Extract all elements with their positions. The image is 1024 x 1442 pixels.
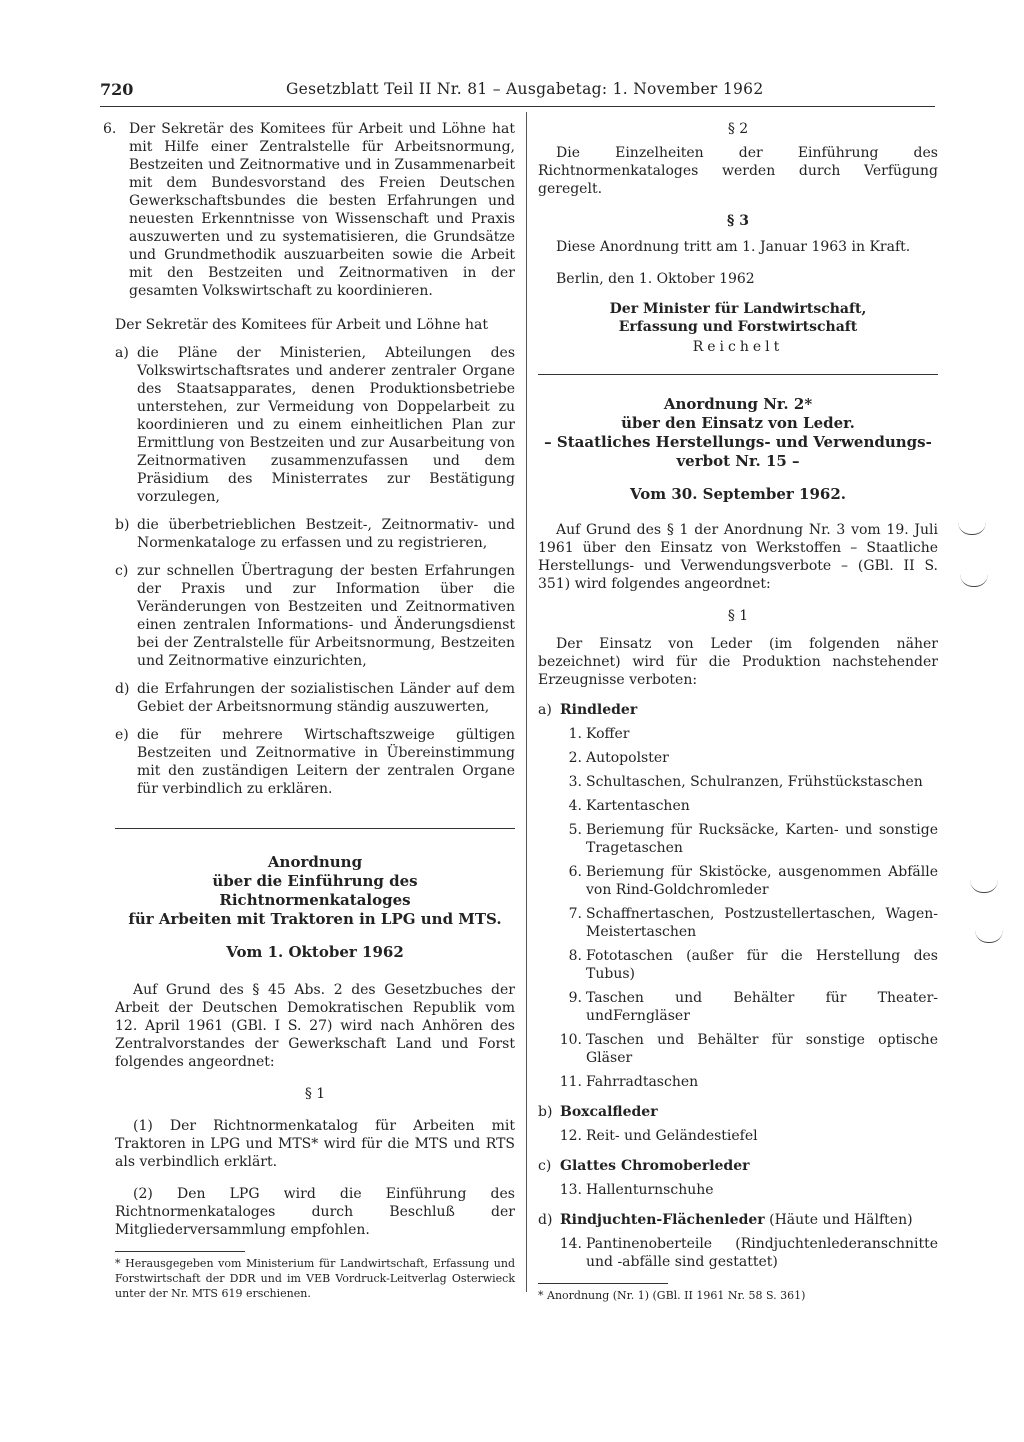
margin-mark — [975, 930, 1003, 943]
item-text: Beriemung für Skistöcke, ausgenommen Abfälle von Rind-Goldchromleder — [586, 864, 938, 898]
list-item — [115, 726, 515, 798]
page-header — [100, 80, 935, 107]
ordinance-date: Vom 30. September 1962. — [629, 485, 846, 503]
signature-title — [538, 300, 938, 336]
lead-sentence: Der Sekretär des Komitees für Arbeit und Löhne hat — [115, 317, 488, 333]
section-paragraph: (1) Der Richtnormenkatalog für Arbeiten mit Traktoren in LPG und MTS* wird für die MTS und RTS als verbindlich erklärt. — [115, 1118, 515, 1170]
item-number: 6. — [568, 864, 582, 880]
item-text: Pantinenoberteile (Rindjuchtenlederanschnitte und -abfälle sind gestattet) — [586, 1236, 938, 1270]
item-label: b) — [115, 517, 130, 533]
paragraph-number: 6. — [103, 121, 117, 137]
item-text: Taschen und Behälter für Theater- undFerngläser — [586, 990, 938, 1024]
item-text: die für mehrere Wirtschaftszweige gültigen Bestzeiten und Zeitnormative in Übereinstimmung mit den zuständigen Leitern der zentralen Organe für verbindlich zu erklären. — [137, 727, 515, 797]
footnote: * Herausgegeben vom Ministerium für Landwirtschaft, Erfassung und Forstwirtschaft der DDR und im VEB Vordruck-Leitverlag Osterwieck unter der Nr. MTS 619 erschienen. — [115, 1257, 515, 1300]
column-divider — [526, 112, 527, 1292]
title-line: Anordnung — [267, 853, 363, 871]
section-rule — [115, 828, 515, 829]
item-text: Fahrradtaschen — [586, 1074, 699, 1090]
item-text: die überbetrieblichen Bestzeit-, Zeitnormativ- und Normenkataloge zu erfassen und zu registrieren, — [137, 517, 515, 551]
list-item — [538, 1073, 938, 1091]
category-name: Rindleder — [560, 702, 638, 718]
title-line: für Arbeiten mit Traktoren in LPG und MTS. — [128, 910, 502, 928]
margin-mark — [960, 574, 988, 587]
category-label: d) — [538, 1212, 553, 1228]
ordinance-title — [115, 853, 515, 929]
section-heading: § 1 — [304, 1086, 326, 1102]
list-item — [115, 516, 515, 552]
list-item — [538, 749, 938, 767]
signature-line: Erfassung und Forstwirtschaft — [618, 319, 858, 335]
item-number: 7. — [568, 906, 582, 922]
item-label: c) — [115, 563, 129, 579]
signature-name: Reichelt — [692, 339, 784, 355]
page-number: 720 — [100, 80, 134, 99]
list-item — [538, 797, 938, 815]
list-item — [538, 1031, 938, 1067]
category-heading — [538, 1157, 938, 1175]
category-label: b) — [538, 1104, 553, 1120]
item-text: Fototaschen (außer für die Herstellung des Tubus) — [586, 948, 938, 982]
list-item — [538, 773, 938, 791]
section-paragraph: Diese Anordnung tritt am 1. Januar 1963 in Kraft. — [556, 239, 911, 255]
title-line: – Staatliches Herstellungs- und Verwendungs- — [544, 433, 932, 451]
item-number: 9. — [568, 990, 582, 1006]
item-number: 1. — [568, 726, 582, 742]
category-name: Rindjuchten-Flächenleder — [560, 1212, 765, 1228]
item-text: Koffer — [586, 726, 630, 742]
preamble: Auf Grund des § 1 der Anordnung Nr. 3 vom 19. Juli 1961 über den Einsatz von Werkstoffen – Staatliche Herstellungs- und Verwendungsverbote – (GBl. II S. 351) wird folgendes angeordnet: — [538, 522, 938, 592]
category-heading — [538, 1103, 938, 1121]
section-paragraph: Der Einsatz von Leder (im folgenden näher bezeichnet) wird für die Produktion nachstehender Erzeugnisse verboten: — [538, 636, 938, 688]
left-column — [103, 120, 515, 1301]
list-item — [538, 905, 938, 941]
category-heading — [538, 701, 938, 719]
item-label: d) — [115, 681, 130, 697]
list-item — [538, 1127, 938, 1145]
list-item — [538, 725, 938, 743]
item-number: 2. — [568, 750, 582, 766]
item-text: Schultaschen, Schulranzen, Frühstückstaschen — [586, 774, 923, 790]
preamble: Auf Grund des § 45 Abs. 2 des Gesetzbuches der Arbeit der Deutschen Demokratischen Republik vom 12. April 1961 (GBl. I S. 27) wird nach Anhören des Zentralvorstandes der Gewerkschaft Land und Forst folgendes angeordnet: — [115, 982, 515, 1070]
category-label: a) — [538, 702, 552, 718]
category-name: Glattes Chromoberleder — [560, 1158, 750, 1174]
item-number: 4. — [568, 798, 582, 814]
list-item — [538, 821, 938, 857]
item-text: die Erfahrungen der sozialistischen Länder auf dem Gebiet der Arbeitsnormung ständig auszuwerten, — [137, 681, 515, 715]
category-label: c) — [538, 1158, 552, 1174]
item-text: die Pläne der Ministerien, Abteilungen des Volkswirtschaftsrates und anderer zentraler Organe des Staatsapparates, denen Produktionsbetriebe unterstehen, zur Vermeidung von Doppelarbeit zu koordinieren und zu einem einheitlichen Plan zur Ermittlung von Bestzeiten und zur Ausarbeitung von Zeitnormativen zusammenzufassen und dem Präsidium des Ministerrates zur Bestätigung vorzulegen, — [137, 345, 515, 505]
list-item — [538, 1235, 938, 1271]
right-column — [538, 120, 938, 1303]
footnote: * Anordnung (Nr. 1) (GBl. II 1961 Nr. 58 S. 361) — [538, 1289, 806, 1302]
item-text: Taschen und Behälter für sonstige optische Gläser — [586, 1032, 938, 1066]
section-heading: § 1 — [727, 608, 749, 624]
category-name: Boxcalfleder — [560, 1104, 658, 1120]
list-item — [115, 344, 515, 506]
list-item — [115, 562, 515, 670]
item-number: 13. — [559, 1182, 582, 1198]
section-heading: § 2 — [727, 121, 749, 137]
item-text: Schaffnertaschen, Postzustellertaschen, Wagen-Meistertaschen — [586, 906, 938, 940]
item-text: Kartentaschen — [586, 798, 690, 814]
section-paragraph: Die Einzelheiten der Einführung des Richtnormenkataloges werden durch Verfügung geregelt. — [538, 145, 938, 197]
margin-mark — [958, 522, 986, 535]
paragraph-6 — [103, 120, 515, 300]
item-text: Autopolster — [586, 750, 669, 766]
list-item — [538, 989, 938, 1025]
title-line: Anordnung Nr. 2* — [663, 395, 813, 413]
title-line: verbot Nr. 15 – — [676, 452, 800, 470]
item-label: a) — [115, 345, 129, 361]
footnote-rule — [115, 1251, 245, 1252]
section-rule — [538, 374, 938, 375]
item-number: 12. — [559, 1128, 582, 1144]
item-text: Reit- und Geländestiefel — [586, 1128, 758, 1144]
margin-mark — [970, 880, 998, 893]
list-item — [538, 947, 938, 983]
ordinance-title — [538, 395, 938, 471]
list-item — [538, 863, 938, 899]
list-item — [538, 1181, 938, 1199]
category-heading — [538, 1211, 938, 1229]
item-number: 14. — [559, 1236, 582, 1252]
paragraph-text: Der Sekretär des Komitees für Arbeit und Löhne hat mit Hilfe einer Zentralstelle für Arbeitsnormung, Bestzeiten und Zeitnormative und in Zusammenarbeit mit dem Bundesvorstand des Freien Deutschen Gewerkschaftsbundes die besten Erfahrungen und neuesten Erkenntnisse von Wissenschaft und Praxis auszuwerten und zu systematisieren, die Grundsätze und Grundmethodik auszuarbeiten sowie die Arbeit mit den Bestzeiten und Zeitnormativen in der gesamten Volkswirtschaft zu koordinieren. — [129, 121, 515, 299]
title-line: über die Einführung des Richtnormenkataloges — [212, 872, 418, 909]
section-paragraph: (2) Den LPG wird die Einführung des Richtnormenkataloges durch Beschluß der Mitgliederversammlung empfohlen. — [115, 1186, 515, 1238]
place-date: Berlin, den 1. Oktober 1962 — [556, 271, 755, 287]
running-head: Gesetzblatt Teil II Nr. 81 – Ausgabetag: 1. November 1962 — [286, 80, 764, 98]
product-list — [538, 725, 938, 1091]
item-label: e) — [115, 727, 129, 743]
footnote-rule — [538, 1283, 668, 1284]
item-number: 5. — [568, 822, 582, 838]
item-number: 11. — [559, 1074, 582, 1090]
category-note: (Häute und Hälften) — [764, 1212, 913, 1228]
title-line: über den Einsatz von Leder. — [621, 414, 855, 432]
ordinance-date: Vom 1. Oktober 1962 — [226, 943, 404, 961]
list-item — [115, 680, 515, 716]
item-number: 8. — [568, 948, 582, 964]
item-text: Hallenturnschuhe — [586, 1182, 714, 1198]
item-number: 10. — [559, 1032, 582, 1048]
signature-line: Der Minister für Landwirtschaft, — [609, 301, 867, 317]
duties-list — [115, 344, 515, 798]
item-text: Beriemung für Rucksäcke, Karten- und sonstige Tragetaschen — [586, 822, 938, 856]
item-number: 3. — [568, 774, 582, 790]
item-text: zur schnellen Übertragung der besten Erfahrungen der Praxis und zur Information über die Veränderungen von Bestzeiten und Zeitnormativen einen zentralen Informations- und Änderungsdienst bei der Zentralstelle für Arbeitsnormung, Bestzeiten und Zeitnormative einzurichten, — [137, 563, 515, 669]
section-heading: § 3 — [727, 213, 749, 229]
